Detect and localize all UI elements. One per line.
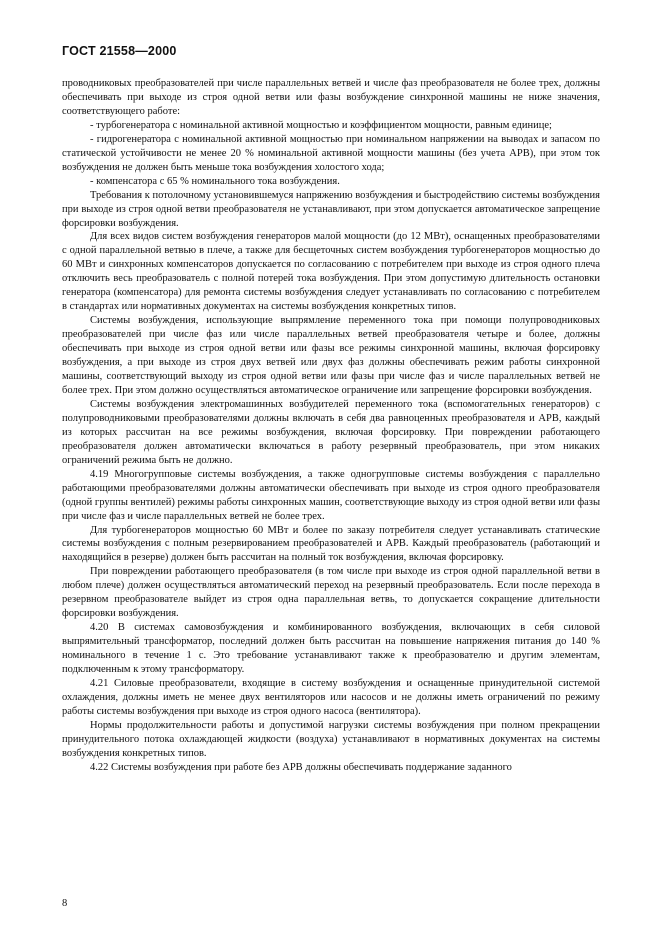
document-header: ГОСТ 21558—2000 <box>62 44 177 58</box>
paragraph: 4.19 Многогрупповые системы возбуждения, а также одногрупповые системы возбуждения с параллельно работающими преобразователями должны автоматически обеспечивать при выходе из строя одного преобразователя (одной группы вентилей) режимы работы синхронных машин, соответствующие выходу из строя одной ветви или фазы при числе фаз и числе параллельных ветвей не более трех. <box>62 468 600 522</box>
paragraph: Для турбогенераторов мощностью 60 МВт и более по заказу потребителя следует устанавливать статические системы возбуждения с полным резервированием преобразователей и АРВ. Каждый преобразователь (работающий и находящийся в резерве) должен быть рассчитан на полный ток возбуждения, включая форсировку. <box>62 524 600 564</box>
paragraph: проводниковых преобразователей при числе параллельных ветвей и числе фаз преобразователя не более трех, должны обеспечивать при выходе из строя одной ветви или фазы возбуждение синхронной машины не ниже значения, соответствующего работе: <box>62 78 600 117</box>
list-item: - турбогенератора с номинальной активной мощностью и коэффициентом мощности, равным единице; <box>90 119 552 131</box>
paragraph: 4.20 В системах самовозбуждения и комбинированного возбуждения, включающих в себя силовой выпрямительный трансформатор, последний должен быть рассчитан на повышение напряжения питания до 140 % номинального в течение 1 с. Это требование устанавливают также к преобразователю и другим элементам, подключенным к этому трансформатору. <box>62 622 600 676</box>
paragraph: 4.22 Системы возбуждения при работе без АРВ должны обеспечивать поддержание заданного <box>90 761 512 773</box>
body-text <box>62 77 600 775</box>
paragraph: Нормы продолжительности работы и допустимой нагрузки системы возбуждения при полном прекращении принудительного потока охлаждающей жидкости (воздуха) устанавливают в нормативных документах на системы возбуждения конкретных типов. <box>62 719 600 759</box>
paragraph: Системы возбуждения, использующие выпрямление переменного тока при помощи полупроводниковых преобразователей при числе фаз или числе параллельных ветвей преобразователя четыре и более, должны обеспечивать при выходе из строя одной ветви или фазы все режимы синхронной машины, включая форсировку возбуждения, а при выходе из строя двух ветвей или двух фаз должны обеспечивать режим работы синхронной машины, соответствующий выходу из строя одной ветви или фазы при числе фаз и числе параллельных ветвей не более трех. При этом должно осуществляться автоматическое ограничение или запрещение форсировки возбуждения. <box>62 315 600 396</box>
list-item: - компенсатора с 65 % номинального тока возбуждения. <box>90 175 340 187</box>
paragraph: 4.21 Силовые преобразователи, входящие в систему возбуждения и оснащенные принудительной системой охлаждения, должны иметь не менее двух вентиляторов или насосов и не должны иметь ограничений по режиму работы системы возбуждения при выходе из строя одного насоса (вентилятора). <box>62 677 600 717</box>
paragraph: Для всех видов систем возбуждения генераторов малой мощности (до 12 МВт), оснащенных преобразователями с одной параллельной ветвью в плече, а также для бесщеточных систем возбуждения турбогенераторов мощностью до 60 МВт и синхронных компенсаторов допускается по согласованию с потребителем при выходе из строя одного плеча отключить весь преобразователь с полной потерей тока возбуждения. При этом допустимую длительность остановки генератора (компенсатора) для ремонта системы возбуждения следует устанавливать по согласованию с потребителем в стандартах или нормативных документах на системы возбуждения конкретных типов. <box>62 231 600 313</box>
page-number: 8 <box>62 898 68 909</box>
paragraph: Системы возбуждения электромашинных возбудителей переменного тока (вспомогательных генераторов) с полупроводниковыми преобразователями должны включать в себя два равноценных преобразователя и АРВ, каждый из которых рассчитан на все режимы возбуждения, включая форсировку. При повреждении работающего преобразователя должен автоматически включаться в работу резервный преобразователь, при этом никаких ограничений режима быть не должно. <box>62 398 600 466</box>
list-item: - гидрогенератора с номинальной активной мощностью при номинальном напряжении на выводах и запасом по статической устойчивости не менее 20 % номинальной активной мощности машины (без учета АРВ), при этом ток возбуждения не должен быть меньше тока возбуждения холостого хода; <box>62 133 600 173</box>
paragraph: При повреждении работающего преобразователя (в том числе при выходе из строя одной параллельной ветви в любом плече) должен осуществляться автоматический переход на резервный преобразователь. Если после перехода в резервном преобразователе выйдет из строя одна параллельная ветвь, то допускается сокращение длительности форсировки возбуждения. <box>62 566 600 620</box>
paragraph: Требования к потолочному установившемуся напряжению возбуждения и быстродействию системы возбуждения при выходе из строя одной ветви преобразователя не устанавливают, при этом допускается автоматическое запрещение форсировки возбуждения. <box>62 189 600 229</box>
